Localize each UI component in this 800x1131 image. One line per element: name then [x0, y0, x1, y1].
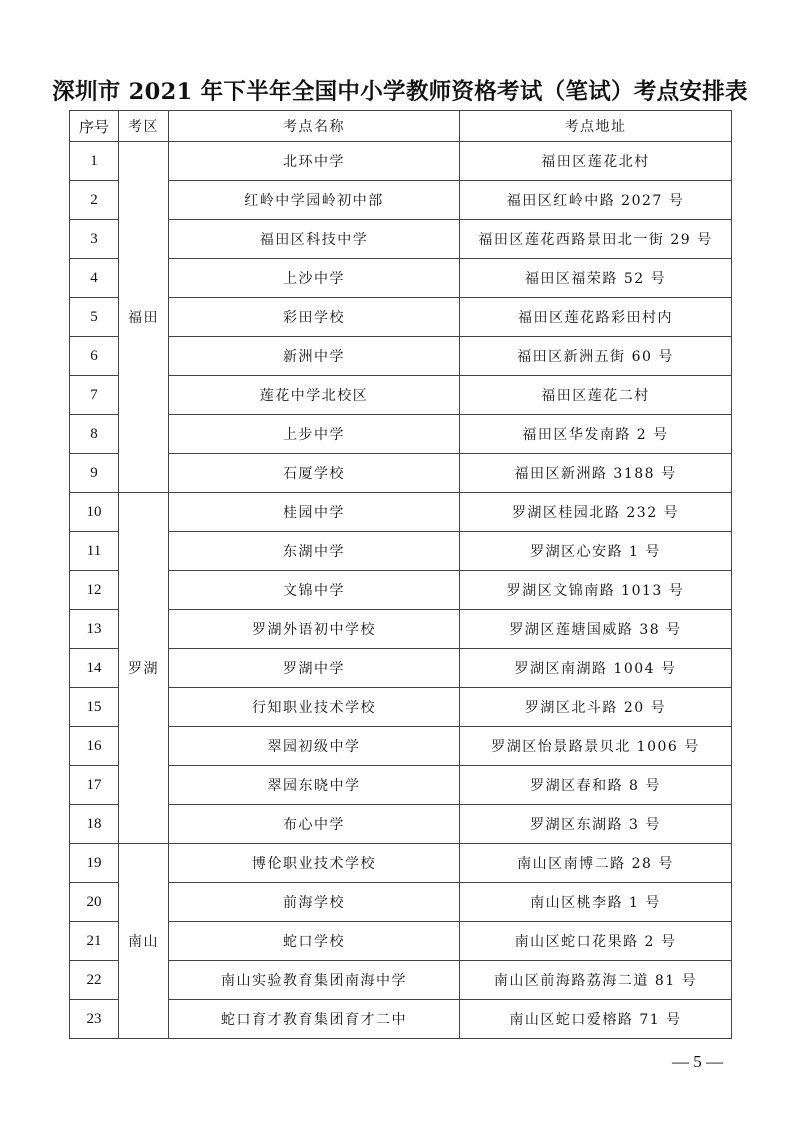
cell-site-address: 罗湖区怡景路景贝北 1006 号	[460, 727, 732, 766]
cell-seq: 1	[70, 142, 119, 181]
cell-site-name: 石厦学校	[169, 454, 460, 493]
table-row	[70, 181, 732, 220]
table-row	[70, 1000, 732, 1039]
cell-site-address: 罗湖区心安路 1 号	[460, 532, 732, 571]
header-name: 考点名称	[169, 111, 460, 142]
cell-site-name: 红岭中学园岭初中部	[169, 181, 460, 220]
cell-site-address: 罗湖区北斗路 20 号	[460, 688, 732, 727]
cell-site-address: 南山区蛇口花果路 2 号	[460, 922, 732, 961]
table-row	[70, 766, 732, 805]
table-row	[70, 844, 732, 883]
cell-seq: 21	[70, 922, 119, 961]
cell-site-address: 福田区莲花西路景田北一街 29 号	[460, 220, 732, 259]
table-row	[70, 688, 732, 727]
cell-district: 南山	[119, 844, 169, 1039]
table-row	[70, 493, 732, 532]
table-row	[70, 805, 732, 844]
cell-site-name: 彩田学校	[169, 298, 460, 337]
cell-site-name: 福田区科技中学	[169, 220, 460, 259]
cell-seq: 2	[70, 181, 119, 220]
table-row	[70, 532, 732, 571]
table-row	[70, 454, 732, 493]
cell-seq: 9	[70, 454, 119, 493]
cell-seq: 19	[70, 844, 119, 883]
page-number: — 5 —	[672, 1052, 723, 1071]
cell-site-name: 北环中学	[169, 142, 460, 181]
cell-site-name: 布心中学	[169, 805, 460, 844]
cell-seq: 15	[70, 688, 119, 727]
cell-site-name: 翠园初级中学	[169, 727, 460, 766]
cell-seq: 18	[70, 805, 119, 844]
cell-site-address: 罗湖区莲塘国威路 38 号	[460, 610, 732, 649]
cell-site-address: 罗湖区文锦南路 1013 号	[460, 571, 732, 610]
cell-seq: 12	[70, 571, 119, 610]
cell-seq: 22	[70, 961, 119, 1000]
cell-seq: 11	[70, 532, 119, 571]
cell-seq: 16	[70, 727, 119, 766]
table-row	[70, 298, 732, 337]
exam-site-table	[69, 110, 732, 1039]
table-row	[70, 571, 732, 610]
cell-seq: 14	[70, 649, 119, 688]
cell-site-name: 翠园东晓中学	[169, 766, 460, 805]
cell-site-address: 福田区新洲路 3188 号	[460, 454, 732, 493]
cell-site-address: 罗湖区桂园北路 232 号	[460, 493, 732, 532]
table-row	[70, 259, 732, 298]
cell-seq: 7	[70, 376, 119, 415]
cell-site-name: 桂园中学	[169, 493, 460, 532]
table-row	[70, 337, 732, 376]
cell-site-name: 行知职业技术学校	[169, 688, 460, 727]
header-address: 考点地址	[460, 111, 732, 142]
page-title: 深圳市 2021 年下半年全国中小学教师资格考试（笔试）考点安排表	[52, 79, 748, 105]
table-body	[70, 142, 732, 1039]
cell-site-name: 上步中学	[169, 415, 460, 454]
cell-seq: 5	[70, 298, 119, 337]
cell-site-name: 蛇口育才教育集团育才二中	[169, 1000, 460, 1039]
cell-site-address: 罗湖区春和路 8 号	[460, 766, 732, 805]
table-row	[70, 142, 732, 181]
cell-site-address: 罗湖区东湖路 3 号	[460, 805, 732, 844]
cell-site-name: 南山实验教育集团南海中学	[169, 961, 460, 1000]
cell-site-name: 文锦中学	[169, 571, 460, 610]
cell-seq: 10	[70, 493, 119, 532]
cell-seq: 8	[70, 415, 119, 454]
cell-site-address: 南山区南博二路 28 号	[460, 844, 732, 883]
cell-site-address: 福田区新洲五街 60 号	[460, 337, 732, 376]
cell-site-name: 罗湖外语初中学校	[169, 610, 460, 649]
cell-site-address: 罗湖区南湖路 1004 号	[460, 649, 732, 688]
cell-seq: 13	[70, 610, 119, 649]
table-row	[70, 961, 732, 1000]
table-row	[70, 610, 732, 649]
header-district: 考区	[119, 111, 169, 142]
cell-seq: 3	[70, 220, 119, 259]
cell-site-name: 东湖中学	[169, 532, 460, 571]
cell-site-name: 莲花中学北校区	[169, 376, 460, 415]
table-row	[70, 727, 732, 766]
table-header-row	[70, 111, 732, 142]
table-row	[70, 220, 732, 259]
table-row	[70, 883, 732, 922]
cell-district: 福田	[119, 142, 169, 493]
cell-site-address: 南山区桃李路 1 号	[460, 883, 732, 922]
cell-district: 罗湖	[119, 493, 169, 844]
cell-site-address: 福田区莲花二村	[460, 376, 732, 415]
cell-seq: 23	[70, 1000, 119, 1039]
cell-site-name: 蛇口学校	[169, 922, 460, 961]
cell-site-name: 上沙中学	[169, 259, 460, 298]
cell-site-name: 博伦职业技术学校	[169, 844, 460, 883]
cell-site-address: 福田区莲花北村	[460, 142, 732, 181]
cell-site-address: 福田区华发南路 2 号	[460, 415, 732, 454]
cell-seq: 4	[70, 259, 119, 298]
cell-site-name: 罗湖中学	[169, 649, 460, 688]
cell-seq: 20	[70, 883, 119, 922]
table-row	[70, 415, 732, 454]
cell-site-address: 南山区前海路荔海二道 81 号	[460, 961, 732, 1000]
cell-site-address: 福田区福荣路 52 号	[460, 259, 732, 298]
table-row	[70, 376, 732, 415]
table-row	[70, 922, 732, 961]
header-seq: 序号	[70, 111, 119, 142]
cell-seq: 6	[70, 337, 119, 376]
table-row	[70, 649, 732, 688]
cell-seq: 17	[70, 766, 119, 805]
cell-site-address: 南山区蛇口爱榕路 71 号	[460, 1000, 732, 1039]
cell-site-name: 新洲中学	[169, 337, 460, 376]
cell-site-address: 福田区红岭中路 2027 号	[460, 181, 732, 220]
cell-site-name: 前海学校	[169, 883, 460, 922]
cell-site-address: 福田区莲花路彩田村内	[460, 298, 732, 337]
